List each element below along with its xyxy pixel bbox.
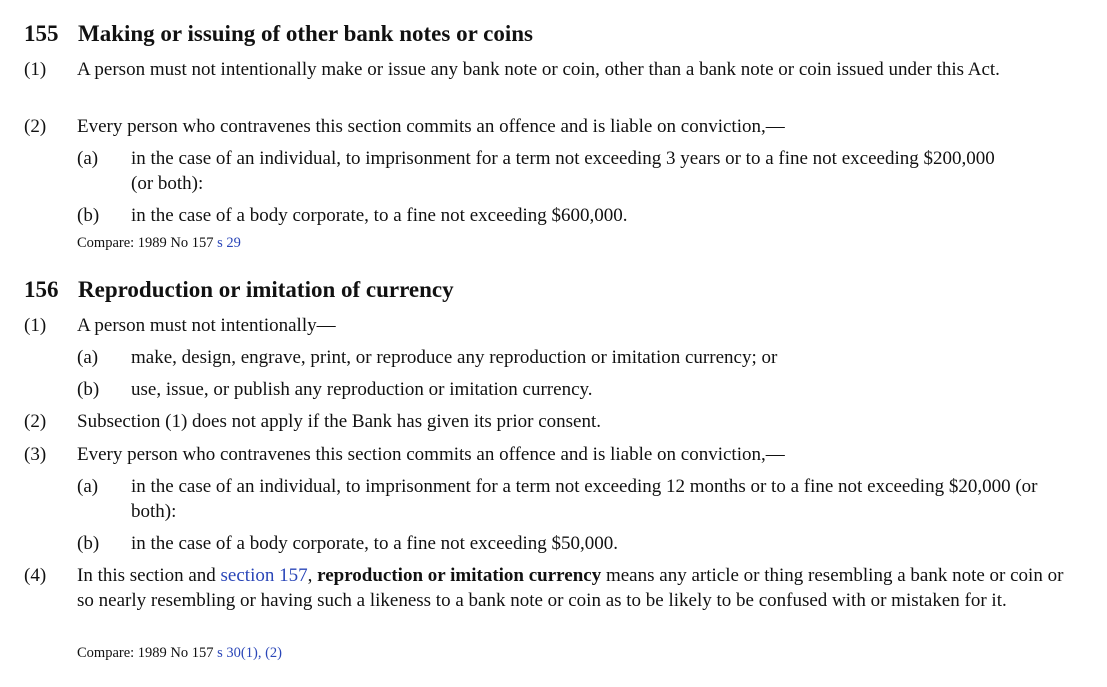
paragraph-text: in the case of an individual, to imprisonment for a term not exceeding 12 months or to a fine not exceeding $20,000 (or both): [131,476,1038,522]
section-title: Reproduction or imitation of currency [78,277,454,302]
section-156-heading [24,276,454,304]
subsection-text-definition [77,563,1082,613]
defined-term: reproduction or imitation currency [317,565,602,586]
paragraph-label: (b) [77,379,100,400]
definition-text-post: means any article or thing resembling a bank note or coin or so nearly resembling or having such a likeness to a bank note or coin as to be likely to be confused with or mistaken for it. [77,565,1064,611]
section-number: 156 [24,277,59,302]
subsection-label: (2) [24,411,47,432]
subsection-label: (3) [24,444,47,465]
subsection-label: (1) [24,315,47,336]
paragraph-text: use, issue, or publish any reproduction or imitation currency. [131,379,593,400]
definition-text-mid: , [307,565,318,586]
paragraph-label: (a) [77,476,99,497]
paragraph-label: (b) [77,533,100,554]
compare-note [77,644,282,662]
section-number: 155 [24,21,59,46]
subsection-label: (1) [24,59,47,80]
paragraph-text: in the case of an individual, to imprisonment for a term not exceeding 3 years or to a fine not exceeding $200,000 (or both): [131,148,995,194]
subsection-text: Every person who contravenes this section commits an offence and is liable on conviction,— [77,444,785,465]
paragraph-label: (b) [77,205,100,226]
paragraph-label: (a) [77,148,99,169]
compare-link[interactable]: s 29 [217,235,241,251]
section-157-link[interactable]: section 157 [220,565,308,586]
paragraph-text: in the case of a body corporate, to a fine not exceeding $600,000. [131,205,628,226]
paragraph-label: (a) [77,347,99,368]
subsection-label: (2) [24,116,47,137]
compare-text: Compare: 1989 No 157 [77,235,214,251]
compare-note [77,234,241,252]
paragraph-text: in the case of a body corporate, to a fine not exceeding $50,000. [131,533,618,554]
subsection-text: Every person who contravenes this section commits an offence and is liable on conviction,— [77,116,785,137]
definition-text-pre: In this section and [77,565,221,586]
subsection-text: A person must not intentionally— [77,315,336,336]
subsection-text: Subsection (1) does not apply if the Bank has given its prior consent. [77,411,601,432]
compare-text: Compare: 1989 No 157 [77,645,214,661]
section-155-heading [24,20,533,48]
subsection-label: (4) [24,565,47,586]
compare-link[interactable]: s 30(1), (2) [217,645,282,661]
subsection-text: A person must not intentionally make or issue any bank note or coin, other than a bank note or coin issued under this Act. [77,59,1000,80]
section-title: Making or issuing of other bank notes or coins [78,21,533,46]
paragraph-text: make, design, engrave, print, or reproduce any reproduction or imitation currency; or [131,347,778,368]
